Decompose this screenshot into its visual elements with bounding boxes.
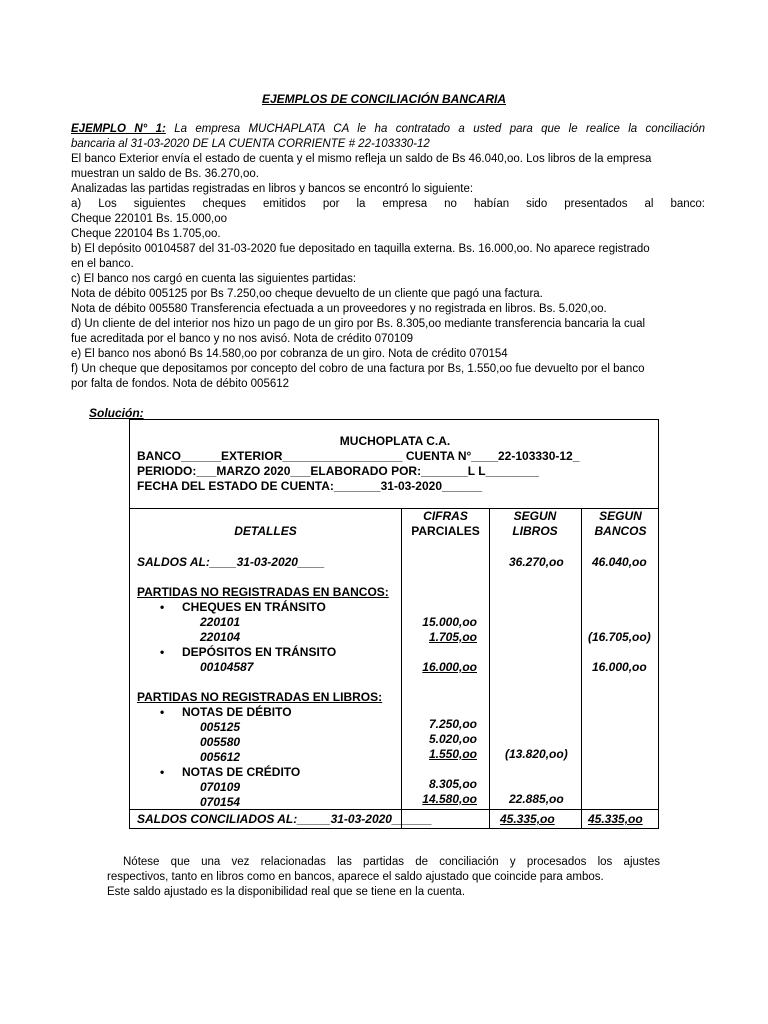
saldos-label: SALDOS AL:____31-03-2020____ (137, 555, 325, 569)
company-name: MUCHOPLATA C.A. (339, 434, 451, 448)
nota-debito-005612: 005612 (200, 750, 241, 764)
intro-line-8: Cheque 220104 Bs 1.705,oo. (71, 228, 221, 240)
intro-line-5: Analizadas las partidas registradas en libros y bancos se encontró lo siguiente: (71, 183, 474, 195)
saldos-conciliados-label: SALDOS CONCILIADOS AL:_____31-03-2020______ (137, 812, 433, 826)
col-header-cifras-1: CIFRAS (423, 509, 468, 523)
col-header-libros-2: LIBROS (512, 524, 558, 538)
cheque-220104-amount: 1.705,oo (428, 630, 477, 644)
col-header-cifras-2: PARCIALES (411, 524, 480, 538)
depositos-total-bancos: 16.000,oo (592, 660, 647, 674)
nota-debito-005125: 005125 (200, 720, 241, 734)
intro-line-16: e) El banco nos abonó Bs 14.580,oo por cobranza de un giro. Nota de crédito 070154 (71, 348, 508, 360)
intro-line-6: a) Los siguientes cheques emitidos por la empresa no habían sido presentados al banco: (71, 198, 705, 210)
fecha-line: FECHA DEL ESTADO DE CUENTA:_______31-03-2020______ (137, 479, 483, 493)
banco-line: BANCO______EXTERIOR__________________ CUENTA N°____22-103330-12_ (137, 449, 580, 463)
closing-note (107, 855, 660, 900)
intro-line-11: c) El banco nos cargó en cuenta las siguientes partidas: (71, 273, 357, 285)
nota-debito-005125-amount: 7.250,oo (428, 717, 477, 731)
periodo-line: PERIODO:___MARZO 2020___ELABORADO POR:_______L L________ (137, 464, 539, 478)
intro-line-17: f) Un cheque que depositamos por concepto del cobro de una factura por Bs, 1.550,oo fue devuelto por el banco (71, 363, 645, 375)
note-line-1: Nótese que una vez relacionadas las partidas de conciliación y procesados los ajustes (123, 856, 660, 868)
intro-line-9: b) El depósito 00104587 del 31-03-2020 fue depositado en taquilla externa. Bs. 16.000,oo. No aparece registrado (71, 243, 650, 255)
col-header-bancos-1: SEGUN (599, 509, 642, 523)
col-header-libros-1: SEGUN (513, 509, 557, 523)
notas-credito-total-libros: 22.885,oo (509, 792, 564, 806)
intro-line-13: Nota de débito 005580 Transferencia efectuada a un proveedores y no registrada en libros. Bs. 5.020,oo. (71, 303, 607, 315)
table-col-divider-3 (581, 508, 582, 828)
intro-line-15: fue acreditada por el banco y no nos avisó. Nota de crédito 070109 (71, 333, 414, 345)
intro-line-14: d) Un cliente de del interior nos hizo un pago de un giro por Bs. 8.305,oo mediante transferencia bancaria la cual (71, 318, 646, 330)
section-no-registradas-libros: PARTIDAS NO REGISTRADAS EN LIBROS: (137, 690, 383, 704)
cheques-transito-label: • CHEQUES EN TRÁNSITO (182, 600, 326, 614)
example-label: EJEMPLO N° 1: (71, 123, 166, 135)
nota-credito-070154-amount: 14.580,oo (422, 792, 477, 806)
notas-debito-total-libros: (13.820,oo) (505, 747, 568, 761)
cheques-total-bancos: (16.705,oo) (588, 630, 651, 644)
document-title: EJEMPLOS DE CONCILIACIÓN BANCARIA (261, 92, 506, 106)
nota-debito-005580: 005580 (200, 735, 241, 749)
nota-credito-070109-amount: 8.305,oo (428, 777, 477, 791)
nota-credito-070154: 070154 (200, 795, 241, 809)
cheque-220101: 220101 (200, 615, 241, 629)
notas-debito-label: • NOTAS DE DÉBITO (182, 705, 292, 719)
intro-line-2: bancaria al 31-03-2020 DE LA CUENTA CORRIENTE # 22-103330-12 (71, 138, 430, 150)
intro-line-3: El banco Exterior envía el estado de cuenta y el mismo refleja un saldo de Bs 46.040,oo. Los libros de la empresa (71, 153, 652, 165)
saldos-libros: 36.270,oo (509, 555, 564, 569)
notas-credito-label: • NOTAS DE CRÉDITO (182, 765, 300, 779)
depositos-transito-label: • DEPÓSITOS EN TRÁNSITO (182, 645, 336, 659)
note-line-2: respectivos, tanto en libros como en bancos, aparece el saldo ajustado que coincide para ambos. (107, 871, 604, 883)
deposito-00104587: 00104587 (200, 660, 254, 674)
saldos-conciliados-bancos: 45.335,oo (588, 812, 643, 826)
col-header-detalles: DETALLES (234, 524, 297, 538)
col-header-bancos-2: BANCOS (594, 524, 647, 538)
reconciliation-table (129, 419, 659, 829)
saldos-bancos: 46.040,oo (592, 555, 647, 569)
intro-line-10: en el banco. (71, 258, 134, 270)
intro-line-1 (71, 122, 705, 137)
cheque-220104: 220104 (200, 630, 241, 644)
note-line-3: Este saldo ajustado es la disponibilidad real que se tiene en la cuenta. (107, 886, 466, 898)
intro-line-7: Cheque 220101 Bs. 15.000,oo (71, 213, 228, 225)
section-no-registradas-bancos: PARTIDAS NO REGISTRADAS EN BANCOS: (137, 585, 389, 599)
nota-debito-005580-amount: 5.020,oo (428, 732, 477, 746)
nota-debito-005612-amount: 1.550,oo (428, 747, 477, 761)
intro-line-1-text: La empresa MUCHAPLATA CA le ha contratado a usted para que le realice la conciliación (174, 123, 705, 135)
table-divider-footer (130, 809, 658, 810)
solution-label: Solución: (89, 406, 144, 420)
nota-credito-070109: 070109 (200, 780, 241, 794)
intro-line-4: muestran un saldo de Bs. 36.270,oo. (71, 168, 259, 180)
table-col-divider-2 (489, 508, 490, 828)
intro-line-12: Nota de débito 005125 por Bs 7.250,oo cheque devuelto de un cliente que pagó una factura. (71, 288, 543, 300)
saldos-conciliados-libros: 45.335,oo (500, 812, 555, 826)
problem-statement (71, 122, 705, 392)
cheque-220101-amount: 15.000,oo (422, 615, 477, 629)
intro-line-18: por falta de fondos. Nota de débito 005612 (71, 378, 290, 390)
deposito-00104587-amount: 16.000,oo (422, 660, 477, 674)
